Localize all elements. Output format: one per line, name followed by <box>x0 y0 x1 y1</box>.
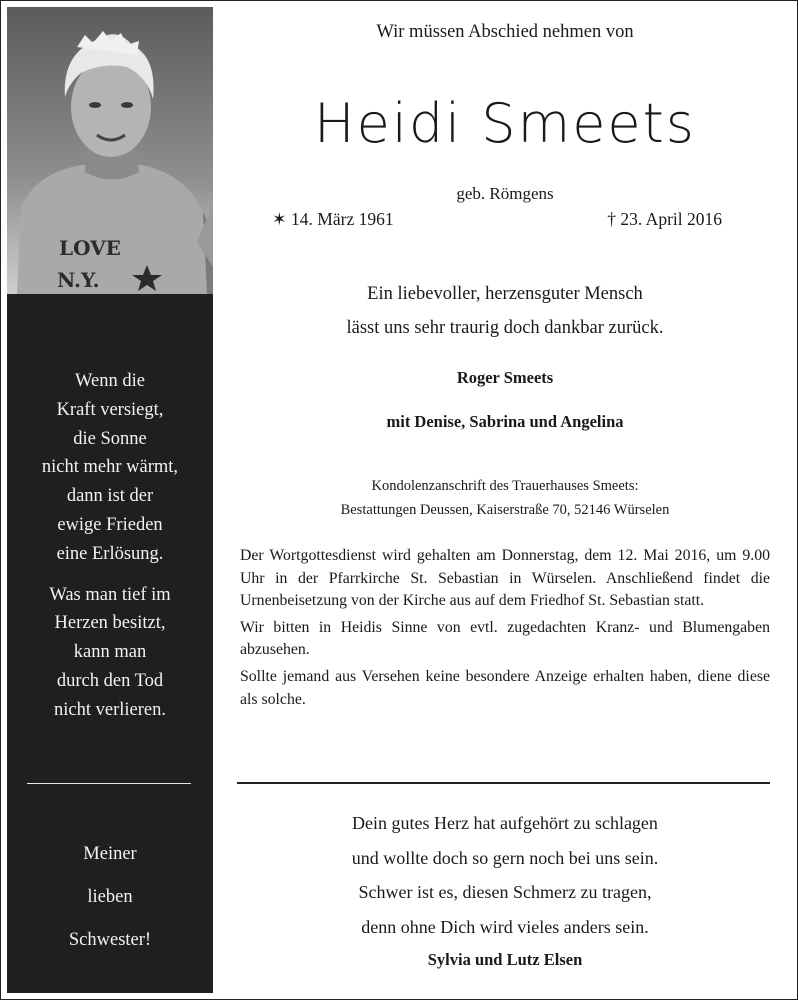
photo-shirt-text-line1: LOVE <box>59 236 121 260</box>
paragraph: Der Wortgottesdienst wird gehalten am Donnerstag, dem 12. Mai 2016, um 9.00 Uhr in der Pfarrkirche St. Sebastian in Würselen. Anschließend findet die Urnenbeisetzung von der Kirche aus auf dem Friedhof St. Sebastian statt. <box>240 547 770 610</box>
sidebar-poem-line: Was man tief im <box>49 584 171 605</box>
poem-line: Schwer ist es, diesen Schmerz zu tragen, <box>358 882 652 902</box>
sidebar-poem-line: die Sonne <box>73 428 147 449</box>
sidebar <box>7 7 213 993</box>
sister-line: lieben <box>87 887 133 907</box>
sister-line: Meiner <box>83 844 137 864</box>
sidebar-poem-line: Herzen besitzt, <box>54 613 166 634</box>
sidebar-poem-line: ewige Frieden <box>57 514 163 535</box>
sister-line: Schwester! <box>68 930 152 950</box>
death-date: † 23. April 2016 <box>607 209 722 229</box>
birth-name: geb. Römgens <box>456 184 554 203</box>
sidebar-poem-stanza-2 <box>7 581 213 725</box>
signature: Sylvia und Lutz Elsen <box>427 950 583 969</box>
service-details <box>240 545 770 715</box>
main-poem <box>232 806 778 944</box>
paragraph: Sollte jemand aus Versehen keine besondere Anzeige erhalten haben, diene diese als solche. <box>240 667 770 708</box>
sidebar-poem-line: Kraft versiegt, <box>56 399 164 420</box>
intro-line: Wir müssen Abschied nehmen von <box>376 22 634 42</box>
family-primary: Roger Smeets <box>456 368 554 387</box>
poem-line: und wollte doch so gern noch bei uns sein. <box>351 847 659 868</box>
paragraph: Wir bitten in Heidis Sinne von evtl. zugedachten Kranz- und Blumengaben abzusehen. <box>240 618 770 659</box>
condolence-line: Kondolenzanschrift des Trauerhauses Smeets: <box>371 478 639 494</box>
sister-dedication <box>7 833 213 962</box>
sidebar-divider <box>27 783 191 784</box>
family-secondary: mit Denise, Sabrina und Angelina <box>386 412 624 431</box>
poem-line: denn ohne Dich wird vieles anders sein. <box>361 916 649 937</box>
sidebar-poem-line: durch den Tod <box>56 670 164 691</box>
dedication-line: lässt uns sehr traurig doch dankbar zurück. <box>346 318 664 338</box>
sidebar-poem-stanza-1 <box>7 367 213 569</box>
condolence-address <box>232 474 778 522</box>
sidebar-poem-line: kann man <box>73 642 147 663</box>
sidebar-poem-line: dann ist der <box>66 486 154 507</box>
deceased-name: Heidi Smeets <box>314 92 696 155</box>
sidebar-poem-line: eine Erlösung. <box>56 543 164 564</box>
sidebar-poem-line: nicht mehr wärmt, <box>41 457 179 478</box>
dedication-line: Ein liebevoller, herzensguter Mensch <box>367 284 643 304</box>
sidebar-poem-line: Wenn die <box>75 371 145 391</box>
photo-shirt-text-line2: N.Y. <box>57 268 100 292</box>
poem-line: Dein gutes Herz hat aufgehört zu schlagen <box>352 813 658 833</box>
sidebar-poem-line: nicht verlieren. <box>54 699 166 720</box>
birth-date: ✶ 14. März 1961 <box>272 209 394 229</box>
portrait-photo <box>7 7 213 294</box>
sidebar-poem <box>7 367 213 737</box>
section-divider <box>237 782 770 784</box>
dedication <box>232 277 778 345</box>
condolence-line: Bestattungen Deussen, Kaiserstraße 70, 52146 Würselen <box>340 502 670 518</box>
